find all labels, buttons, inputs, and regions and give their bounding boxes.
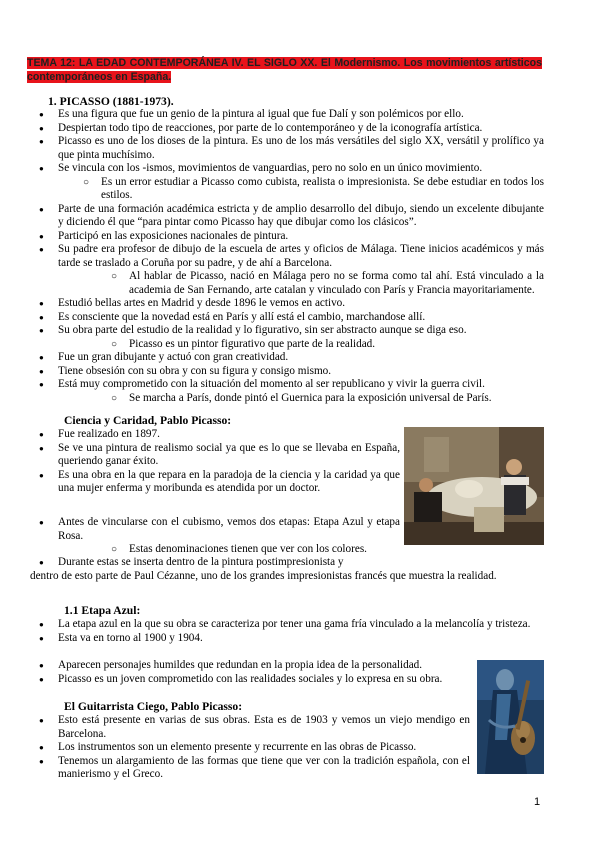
sub-bullet-item: ○ Es un error estudiar a Picasso como cubista, realista o impresionista. Se debe estudiar en todos los estilos. xyxy=(2,176,544,203)
guitarrista-bullets xyxy=(30,714,470,782)
ciencia-y-caridad-painting-image xyxy=(404,427,544,545)
sub-bullet-item: ○ Al hablar de Picasso, nació en Málaga pero no se forma como tal ahí. Está vinculado a la academia de San Fernando, arte catalan y vinculado con París y Francia mayoritariamente. xyxy=(30,270,544,297)
bullet-item: ● Su padre era profesor de dibujo de la escuela de artes y oficios de Málaga. Tiene inicios académicos y más tarde se traslado a Coruña por su padre, y de ahí a Barcelona. xyxy=(30,243,544,270)
guitarrista-ciego-painting-image xyxy=(477,660,544,774)
bullet-item: ● Estudió bellas artes en Madrid y desde 1896 le vemos en activo. xyxy=(30,297,544,311)
bullet-item: ● Su obra parte del estudio de la realidad y lo figurativo, sin ser abstracto aunque se diga eso. xyxy=(30,324,544,338)
bullet-item: ● Aparecen personajes humildes que redundan en la propia idea de la personalidad. xyxy=(30,659,470,673)
bullet-item: ● Picasso es uno de los dioses de la pintura. Es uno de los más versátiles del siglo XX, versátil y prolífico ya que pinta muchísimo. xyxy=(30,135,544,162)
etapas-sub xyxy=(30,543,544,557)
bullet-item: ● Despiertan todo tipo de reacciones, por parte de lo contemporáneo y de la iconografía artística. xyxy=(30,122,544,136)
bullet-item: ● Durante estas se inserta dentro de la pintura postimpresionista y dentro de esto parte de Paul Cézanne, uno de los grandes impresionistas francés que muestra la realidad. xyxy=(30,556,544,583)
bullet-item: ● Participó en las exposiciones nacionales de pintura. xyxy=(30,230,544,244)
azul-bullets-wide xyxy=(30,618,544,645)
bullet-item: ● Es una figura que fue un genio de la pintura al igual que fue Dalí y son polémicos por ello. xyxy=(30,108,544,122)
page-number: 1 xyxy=(534,796,541,808)
bullet-item: ● Esta va en torno al 1900 y 1904. xyxy=(30,632,544,646)
ciencia-bullets xyxy=(30,428,400,496)
bullet-item: ● Antes de vincularse con el cubismo, vemos dos etapas: Etapa Azul y etapa Rosa. xyxy=(30,516,400,543)
bullet-item: ● Los instrumentos son un elemento presente y recurrente en las obras de Picasso. xyxy=(30,741,470,755)
heading-guitarrista-ciego: El Guitarrista Ciego, Pablo Picasso: xyxy=(64,700,243,713)
bullet-item: ● Es consciente que la novedad está en París y allí está el cambio, marchandose allí. xyxy=(30,311,544,325)
sub-bullet-item: ○ Picasso es un pintor figurativo que parte de la realidad. xyxy=(30,338,544,352)
bullet-item: ● La etapa azul en la que su obra se caracteriza por tener una gama fría vinculado a la melancolía y tristeza. xyxy=(30,618,544,632)
bullet-item: ● Se vincula con los -ismos, movimientos de vanguardias, pero no solo en un único movimiento. xyxy=(30,162,544,176)
picasso-bullets xyxy=(30,108,544,405)
bullet-item: ● Fue un gran dibujante y actuó con gran creatividad. xyxy=(30,351,544,365)
bullet-item: ● Fue realizado en 1897. xyxy=(30,428,400,442)
bullet-item: ● Picasso es un joven comprometido con las realidades sociales y lo expresa en su obra. xyxy=(30,673,470,687)
section-heading-picasso: 1. PICASSO (1881-1973). xyxy=(48,95,174,108)
bullet-item: ● Se ve una pintura de realismo social ya que es lo que se llevaba en España, queriendo ganar éxito. xyxy=(30,442,400,469)
heading-ciencia-y-caridad: Ciencia y Caridad, Pablo Picasso: xyxy=(64,414,232,427)
bullet-item: ● Tenemos un alargamiento de las formas que tiene que ver con la tradición española, con el manierismo y el Greco. xyxy=(30,755,470,782)
durante-bullet xyxy=(30,556,544,583)
document-title: TEMA 12: LA EDAD CONTEMPORÁNEA IV. EL SIGLO XX. El Modernismo. Los movimientos artísticos contemporáneos en España. xyxy=(27,57,542,83)
bullet-item: ● Está muy comprometido con la situación del momento al ser republicano y vivir la guerra civil. xyxy=(30,378,544,392)
sub-bullet-item: ○ Estas denominaciones tienen que ver con los colores. xyxy=(30,543,544,557)
heading-etapa-azul: 1.1 Etapa Azul: xyxy=(64,604,141,617)
etapas-bullets xyxy=(30,516,400,543)
sub-bullet-item: ○ Se marcha a París, donde pintó el Guernica para la exposición universal de París. xyxy=(30,392,544,406)
bullet-item: ● Es una obra en la que repara en la paradoja de la ciencia y la caridad ya que una mujer enferma y moribunda es atendida por un doctor. xyxy=(30,469,400,496)
bullet-item: ● Esto está presente en varias de sus obras. Esta es de 1903 y vemos un viejo mendigo en Barcelona. xyxy=(30,714,470,741)
azul-bullets-narrow xyxy=(30,659,470,686)
bullet-item: ● Tiene obsesión con su obra y con su figura y consigo mismo. xyxy=(30,365,544,379)
bullet-item: ● Parte de una formación académica estricta y de amplio desarrollo del dibujo, siendo un excelente dibujante y diciendo él que “para pintar como Picasso hay que dibujar como los clásicos”. xyxy=(30,203,544,230)
